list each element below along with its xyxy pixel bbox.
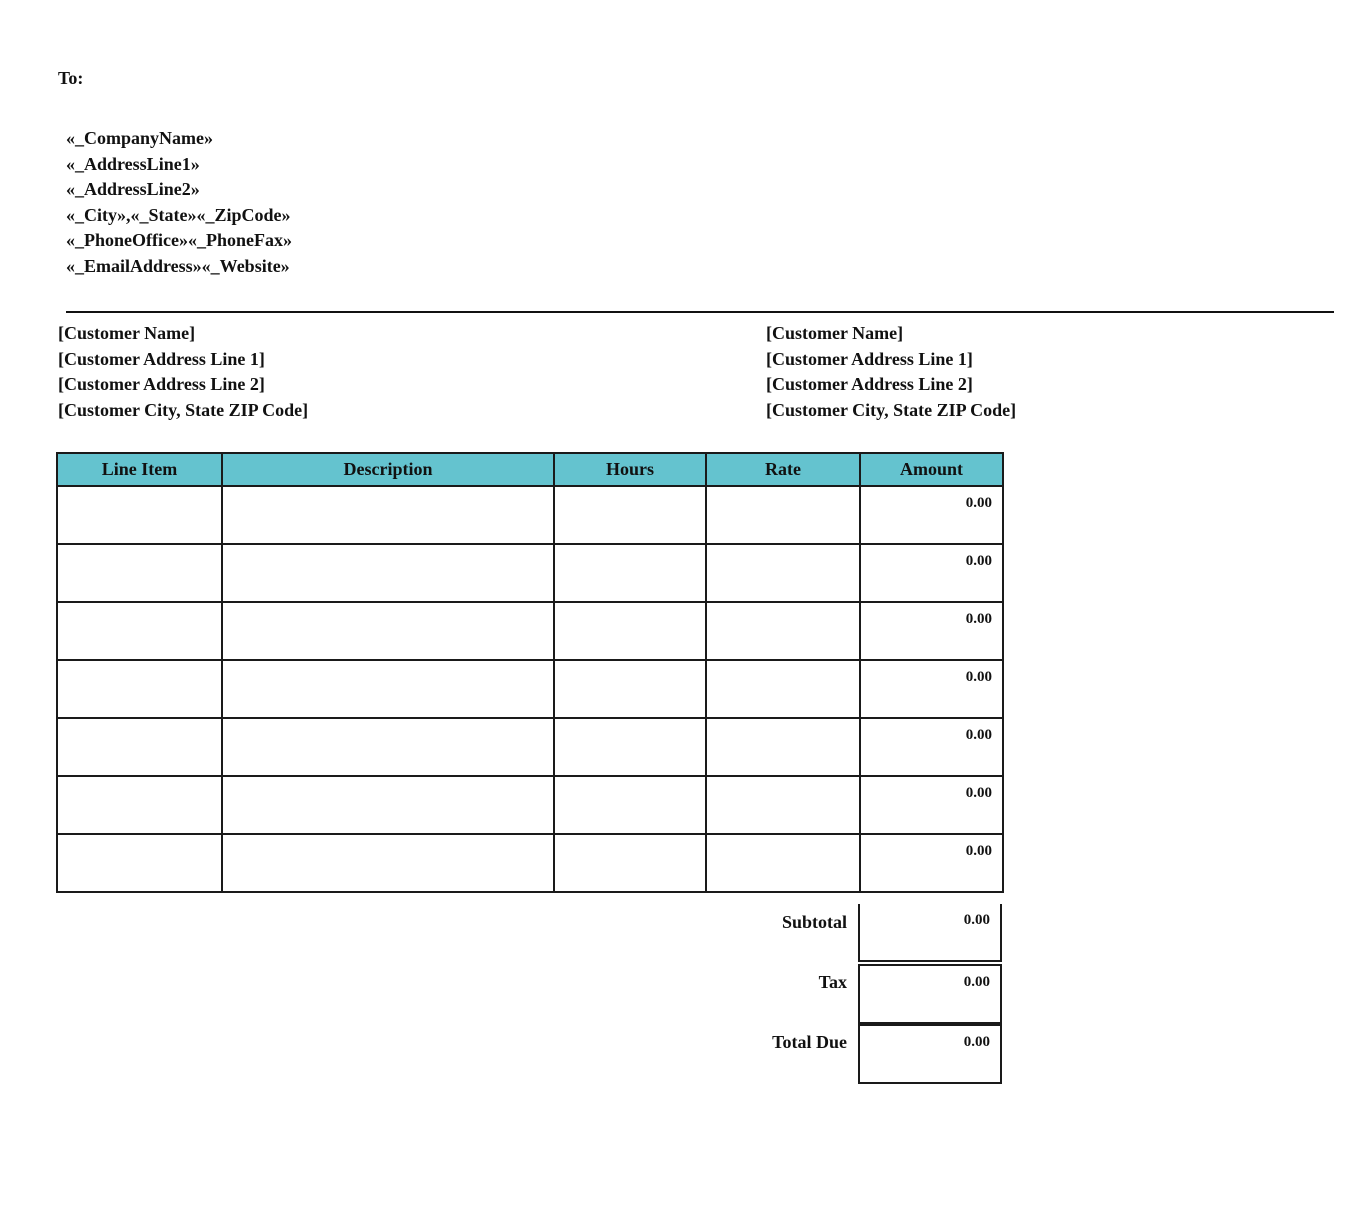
subtotal-row — [700, 904, 1002, 964]
rate-cell[interactable] — [706, 776, 860, 834]
amount-cell: 0.00 — [860, 544, 1003, 602]
description-cell[interactable] — [222, 486, 554, 544]
description-cell[interactable] — [222, 544, 554, 602]
tax-value: 0.00 — [963, 974, 990, 990]
total-due-row — [700, 1024, 1002, 1084]
total-due-value-box — [858, 1024, 1002, 1084]
hours-cell[interactable] — [554, 834, 706, 892]
bill-to-customer-block — [58, 321, 308, 423]
line-item-cell[interactable] — [57, 660, 222, 718]
totals-section — [700, 904, 1002, 1084]
table-row — [57, 834, 1003, 892]
line-item-cell[interactable] — [57, 776, 222, 834]
company-address-line-1: «_AddressLine1» — [66, 153, 200, 174]
table-row — [57, 486, 1003, 544]
hours-cell[interactable] — [554, 718, 706, 776]
line-item-cell[interactable] — [57, 834, 222, 892]
rate-cell[interactable] — [706, 718, 860, 776]
column-header-hours: Hours — [554, 453, 706, 486]
customer-name: [Customer Name] — [58, 323, 196, 343]
company-phone-fax: «_PhoneOffice»«_PhoneFax» — [66, 230, 292, 251]
customer-address-line-2: [Customer Address Line 2] — [766, 374, 973, 394]
customer-city-state-zip: [Customer City, State ZIP Code] — [58, 399, 309, 420]
hours-cell[interactable] — [554, 544, 706, 602]
line-items-table — [56, 452, 1004, 893]
company-email-website: «_EmailAddress»«_Website» — [66, 255, 290, 276]
rate-cell[interactable] — [706, 544, 860, 602]
column-header-rate: Rate — [706, 453, 860, 486]
line-item-cell[interactable] — [57, 718, 222, 776]
customer-city-state-zip: [Customer City, State ZIP Code] — [766, 399, 1017, 420]
amount-cell: 0.00 — [860, 718, 1003, 776]
total-due-label: Total Due — [772, 1032, 847, 1052]
amount-cell: 0.00 — [860, 776, 1003, 834]
rate-cell[interactable] — [706, 602, 860, 660]
hours-cell[interactable] — [554, 602, 706, 660]
column-header-line-item: Line Item — [57, 453, 222, 486]
subtotal-label: Subtotal — [781, 912, 847, 932]
description-cell[interactable] — [222, 834, 554, 892]
tax-value-box — [858, 964, 1002, 1024]
column-header-amount: Amount — [860, 453, 1003, 486]
customer-name: [Customer Name] — [766, 323, 904, 343]
table-row — [57, 602, 1003, 660]
company-name: «_CompanyName» — [66, 128, 213, 148]
hours-cell[interactable] — [554, 660, 706, 718]
line-item-cell[interactable] — [57, 486, 222, 544]
to-label: To: — [58, 68, 84, 88]
tax-row — [700, 964, 1002, 1024]
customer-address-line-1: [Customer Address Line 1] — [58, 348, 265, 369]
company-address-line-2: «_AddressLine2» — [66, 179, 200, 200]
column-header-description: Description — [222, 453, 554, 486]
rate-cell[interactable] — [706, 486, 860, 544]
table-header-row — [57, 453, 1003, 486]
line-item-cell[interactable] — [57, 544, 222, 602]
total-due-value: 0.00 — [963, 1034, 990, 1050]
description-cell[interactable] — [222, 660, 554, 718]
line-item-cell[interactable] — [57, 602, 222, 660]
description-cell[interactable] — [222, 602, 554, 660]
company-address-block — [66, 126, 292, 280]
subtotal-value: 0.00 — [963, 912, 990, 928]
table-row — [57, 660, 1003, 718]
rate-cell[interactable] — [706, 660, 860, 718]
customer-address-line-2: [Customer Address Line 2] — [58, 374, 265, 394]
hours-cell[interactable] — [554, 486, 706, 544]
subtotal-value-box — [858, 904, 1002, 962]
description-cell[interactable] — [222, 718, 554, 776]
table-row — [57, 718, 1003, 776]
customer-address-line-1: [Customer Address Line 1] — [766, 348, 973, 369]
amount-cell: 0.00 — [860, 834, 1003, 892]
hours-cell[interactable] — [554, 776, 706, 834]
company-city-state-zip: «_City»,«_State»«_ZipCode» — [66, 204, 291, 225]
ship-to-customer-block — [766, 321, 1016, 423]
divider-line — [66, 311, 1334, 313]
amount-cell: 0.00 — [860, 486, 1003, 544]
amount-cell: 0.00 — [860, 660, 1003, 718]
table-row — [57, 776, 1003, 834]
table-row — [57, 544, 1003, 602]
rate-cell[interactable] — [706, 834, 860, 892]
amount-cell: 0.00 — [860, 602, 1003, 660]
description-cell[interactable] — [222, 776, 554, 834]
tax-label: Tax — [818, 972, 847, 992]
